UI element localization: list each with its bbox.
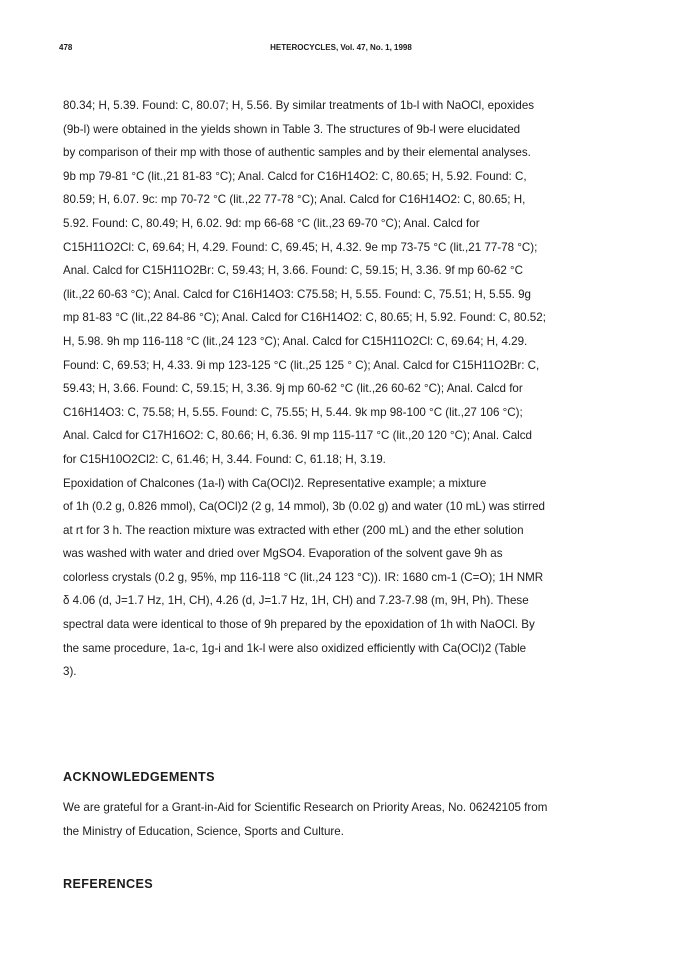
body-line: Epoxidation of Chalcones (1a-l) with Ca(OCl)2. Representative example; a mixture <box>63 476 487 490</box>
body-line: 59.43; H, 3.66. Found: C, 59.15; H, 3.36. 9j mp 60-62 °C (lit.,26 60-62 °C); Anal. Calcd for <box>63 382 523 396</box>
body-line: C15H11O2Cl: C, 69.64; H, 4.29. Found: C, 69.45; H, 4.32. 9e mp 73-75 °C (lit.,21 77-78 °C); <box>63 240 538 254</box>
body-line: Found: C, 69.53; H, 4.33. 9i mp 123-125 °C (lit.,25 125 ° C); Anal. Calcd for C15H11O2Br: C, <box>63 358 540 372</box>
page-header <box>59 40 623 56</box>
body-line: C16H14O3: C, 75.58; H, 5.55. Found: C, 75.55; H, 5.44. 9k mp 98-100 °C (lit.,27 106 °C); <box>63 405 523 419</box>
body-line: (9b-l) were obtained in the yields shown in Table 3. The structures of 9b-l were elucidated <box>63 122 521 136</box>
body-line: spectral data were identical to those of 9h prepared by the epoxidation of 1h with NaOCl. By <box>63 618 535 632</box>
acknowledgements-text <box>63 796 547 843</box>
body-line: Anal. Calcd for C17H16O2: C, 80.66; H, 6.36. 9l mp 115-117 °C (lit.,20 120 °C); Anal. Calcd <box>63 429 532 443</box>
acknowledgements-heading: ACKNOWLEDGEMENTS <box>63 770 215 784</box>
body-line: mp 81-83 °C (lit.,22 84-86 °C); Anal. Calcd for C16H14O2: C, 80.65; H, 5.92. Found: C, 80.52; <box>63 311 546 325</box>
body-line: δ 4.06 (d, J=1.7 Hz, 1H, CH), 4.26 (d, J=1.7 Hz, 1H, CH) and 7.23-7.98 (m, 9H, Ph). These <box>63 594 529 608</box>
body-line: Anal. Calcd for C15H11O2Br: C, 59.43; H, 3.66. Found: C, 59.15; H, 3.36. 9f mp 60-62 °C <box>63 264 524 278</box>
body-line: H, 5.98. 9h mp 116-118 °C (lit.,24 123 °C); Anal. Calcd for C15H11O2Cl: C, 69.64; H, 4.29. <box>63 334 528 348</box>
body-line: by comparison of their mp with those of authentic samples and by their elemental analyses. <box>63 146 531 160</box>
body-line: 3). <box>63 665 77 679</box>
body-line: (lit.,22 60-63 °C); Anal. Calcd for C16H14O3: C75.58; H, 5.55. Found: C, 75.51; H, 5.55. 9g <box>63 287 531 301</box>
ack-line: the Ministry of Education, Science, Sports and Culture. <box>63 824 344 838</box>
body-line: of 1h (0.2 g, 0.826 mmol), Ca(OCl)2 (2 g, 14 mmol), 3b (0.02 g) and water (10 mL) was stirred <box>63 500 545 514</box>
body-line: 9b mp 79-81 °C (lit.,21 81-83 °C); Anal. Calcd for C16H14O2: C, 80.65; H, 5.92. Found: C, <box>63 169 527 183</box>
body-line: the same procedure, 1a-c, 1g-i and 1k-l were also oxidized efficiently with Ca(OCl)2 (Table <box>63 641 527 655</box>
body-line: for C15H10O2Cl2: C, 61.46; H, 3.44. Found: C, 61.18; H, 3.19. <box>63 452 386 466</box>
running-head: HETEROCYCLES, Vol. 47, No. 1, 1998 <box>270 43 412 52</box>
body-line: was washed with water and dried over MgSO4. Evaporation of the solvent gave 9h as <box>63 547 503 561</box>
body-text <box>63 94 630 684</box>
body-line: at rt for 3 h. The reaction mixture was extracted with ether (200 mL) and the ether solution <box>63 523 524 537</box>
body-line: 5.92. Found: C, 80.49; H, 6.02. 9d: mp 66-68 °C (lit.,23 69-70 °C); Anal. Calcd for <box>63 216 480 230</box>
ack-line: We are grateful for a Grant-in-Aid for Scientific Research on Priority Areas, No. 06242105 from <box>63 801 548 814</box>
references-heading: REFERENCES <box>63 877 154 891</box>
body-line: colorless crystals (0.2 g, 95%, mp 116-118 °C (lit.,24 123 °C)). IR: 1680 cm-1 (C=O); 1H NMR <box>63 570 544 584</box>
page-number: 478 <box>59 43 73 52</box>
body-line: 80.34; H, 5.39. Found: C, 80.07; H, 5.56. By similar treatments of 1b-l with NaOCl, epoxides <box>63 99 535 112</box>
body-line: 80.59; H, 6.07. 9c: mp 70-72 °C (lit.,22 77-78 °C); Anal. Calcd for C16H14O2: C, 80.65; H, <box>63 193 526 207</box>
